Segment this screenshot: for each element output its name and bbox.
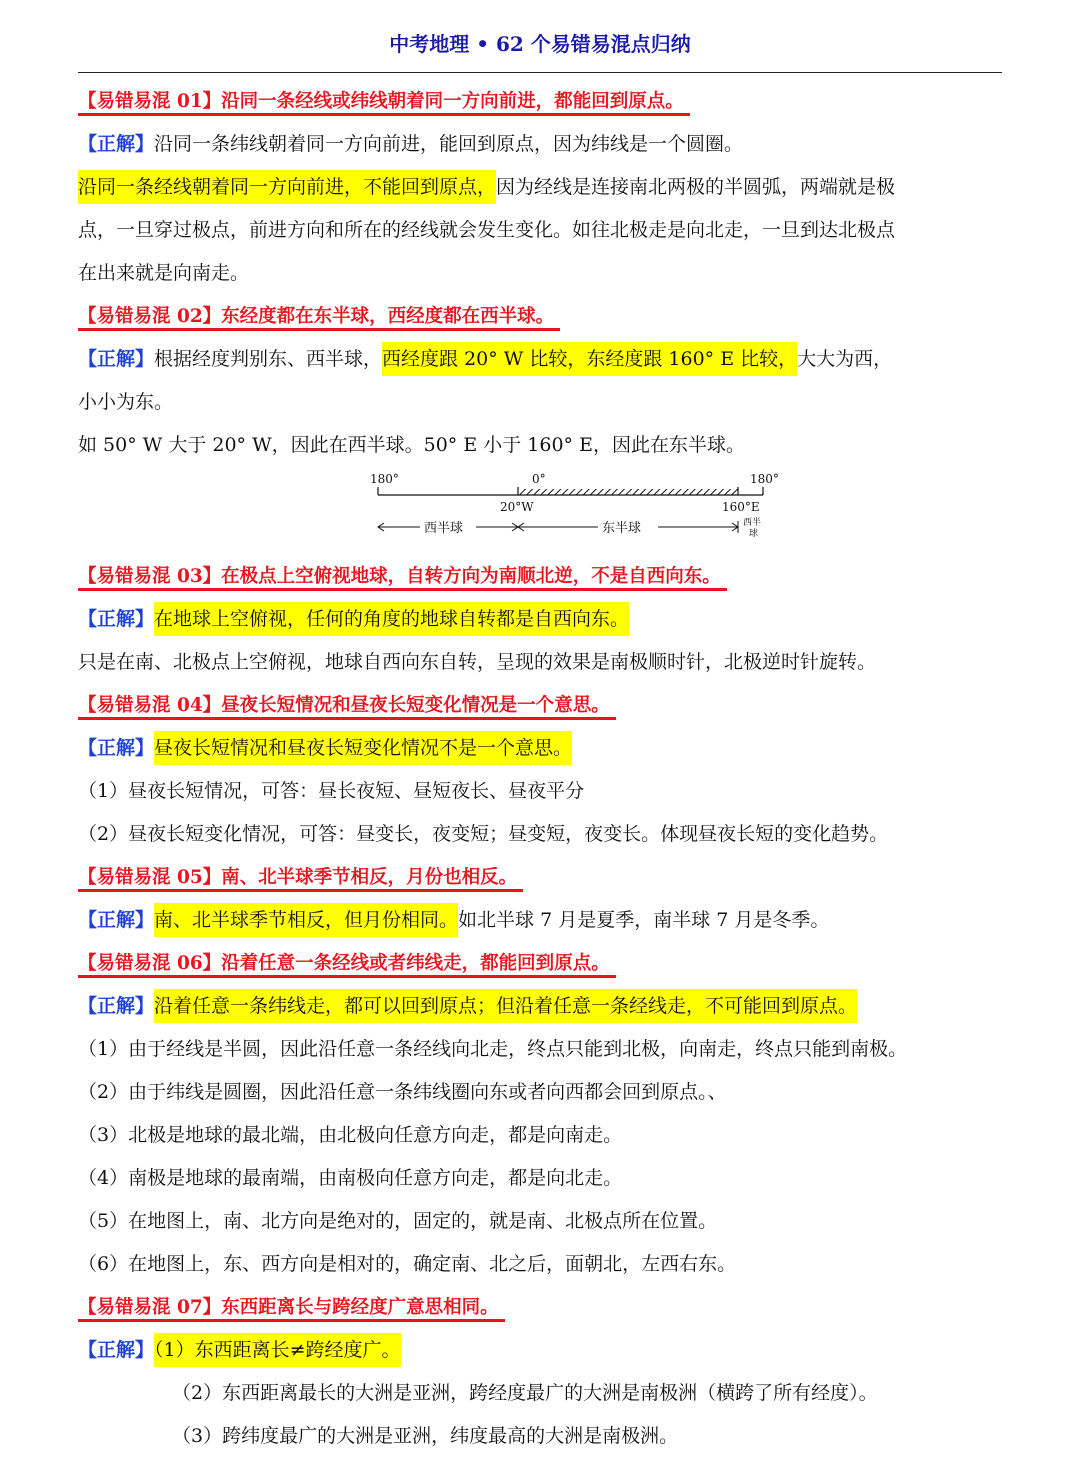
answer-text: 点，一旦穿过极点，前进方向和所在的经线就会发生变化。如往北极走是向北走，一旦到达北极点 — [78, 219, 896, 241]
west-hemisphere-label: 西半球 — [424, 521, 464, 536]
zhengjie-label: 【正解】 — [78, 737, 155, 759]
label-180-left: 180° — [370, 472, 399, 486]
answer-text: 沿同一条纬线朝着同一方向前进，能回到原点，因为纬线是一个圆圈。 — [154, 133, 744, 155]
label-160e: 160°E — [722, 500, 760, 514]
list-item: （1）由于经线是半圆，因此沿任意一条经线向北走，终点只能到北极，向南走，终点只能到南极。 — [78, 1038, 908, 1060]
list-item: （6）在地图上，东、西方向是相对的，确定南、北之后，面朝北，左西右东。 — [78, 1253, 737, 1275]
highlighted-text: 西经度跟 20° W 比较，东经度跟 160° E 比较， — [382, 342, 797, 376]
answer-text: 只是在南、北极点上空俯视，地球自西向东自转，呈现的效果是南极顺时针，北极逆时针旋转。 — [78, 651, 877, 673]
longitude-diagram-svg — [368, 469, 788, 553]
mistake-title-04: 【易错易混 04】昼夜长短情况和昼夜长短变化情况是一个意思。 — [78, 695, 616, 720]
list-item: （3）跨纬度最广的大洲是亚洲，纬度最高的大洲是南极洲。 — [172, 1425, 679, 1447]
mistake-title-01: 【易错易混 01】沿同一条经线或纬线朝着同一方向前进，都能回到原点。 — [78, 91, 690, 116]
header-divider — [78, 72, 1002, 73]
zhengjie-label: 【正解】 — [78, 1339, 155, 1361]
mistake-title-03: 【易错易混 03】在极点上空俯视地球，自转方向为南顺北逆，不是自西向东。 — [78, 566, 727, 591]
hemisphere-longitude-diagram — [78, 467, 1008, 555]
zhengjie-label: 【正解】 — [78, 608, 155, 630]
mistake-title-05: 【易错易混 05】南、北半球季节相反，月份也相反。 — [78, 867, 523, 892]
mistake-title-07: 【易错易混 07】东西距离长与跨经度广意思相同。 — [78, 1297, 505, 1322]
highlighted-text: 昼夜长短情况和昼夜长短变化情况不是一个意思。 — [154, 731, 572, 765]
answer-text: 如 50° W 大于 20° W，因此在西半球。50° E 小于 160° E，因此在东半球。 — [78, 434, 745, 456]
highlighted-text: 沿同一条经线朝着同一方向前进，不能回到原点， — [78, 170, 496, 204]
answer-text: 如北半球 7 月是夏季，南半球 7 月是冬季。 — [458, 909, 830, 931]
answer-text: （1）昼夜长短情况，可答：昼长夜短、昼短夜长、昼夜平分 — [78, 780, 585, 802]
zhengjie-label: 【正解】 — [78, 995, 155, 1017]
highlighted-text: 沿着任意一条纬线走，都可以回到原点；但沿着任意一条经线走，不可能回到原点。 — [154, 989, 857, 1023]
list-item: （2）由于纬线是圆圈，因此沿任意一条纬线圈向东或者向西都会回到原点。、 — [78, 1081, 727, 1103]
list-item: （3）北极是地球的最北端，由北极向任意方向走，都是向南走。 — [78, 1124, 623, 1146]
highlighted-text: 南、北半球季节相反，但月份相同。 — [154, 903, 458, 937]
answer-text: 在出来就是向南走。 — [78, 262, 250, 284]
eastern-hemisphere-band — [518, 489, 738, 495]
list-item: （2）东西距离最长的大洲是亚洲，跨经度最广的大洲是南极洲（横跨了所有经度）。 — [172, 1382, 878, 1404]
answer-text: （2）昼夜长短变化情况，可答：昼变长，夜变短；昼变短，夜变长。体现昼夜长短的变化趋势。 — [78, 823, 889, 845]
answer-text: 大大为西， — [797, 348, 893, 370]
answer-text: 小小为东。 — [78, 391, 174, 413]
label-180-right: 180° — [750, 472, 779, 486]
highlighted-text: 在地球上空俯视，任何的角度的地球自转都是自西向东。 — [154, 602, 629, 636]
document-body — [78, 80, 1008, 1458]
list-item: （5）在地图上，南、北方向是绝对的，固定的，就是南、北极点所在位置。 — [78, 1210, 718, 1232]
page-title: 中考地理 • 62 个易错易混点归纳 — [389, 32, 691, 56]
list-item: （4）南极是地球的最南端，由南极向任意方向走，都是向北走。 — [78, 1167, 623, 1189]
answer-text: 因为经线是连接南北两极的半圆弧，两端就是极 — [496, 176, 896, 198]
zhengjie-label: 【正解】 — [78, 348, 155, 370]
west-small-label-2: 球 — [749, 529, 759, 539]
highlighted-text: （1）东西距离长≠跨经度广。 — [154, 1333, 401, 1367]
west-small-label-1: 西半 — [743, 518, 762, 528]
mistake-title-06: 【易错易混 06】沿着任意一条经线或者纬线走，都能回到原点。 — [78, 953, 616, 978]
label-0: 0° — [532, 472, 546, 486]
answer-text: 根据经度判别东、西半球， — [154, 348, 383, 370]
mistake-title-02: 【易错易混 02】东经度都在东半球，西经度都在西半球。 — [78, 306, 560, 331]
label-20w: 20°W — [500, 500, 534, 514]
zhengjie-label: 【正解】 — [78, 133, 155, 155]
zhengjie-label: 【正解】 — [78, 909, 155, 931]
east-hemisphere-label: 东半球 — [602, 521, 642, 536]
